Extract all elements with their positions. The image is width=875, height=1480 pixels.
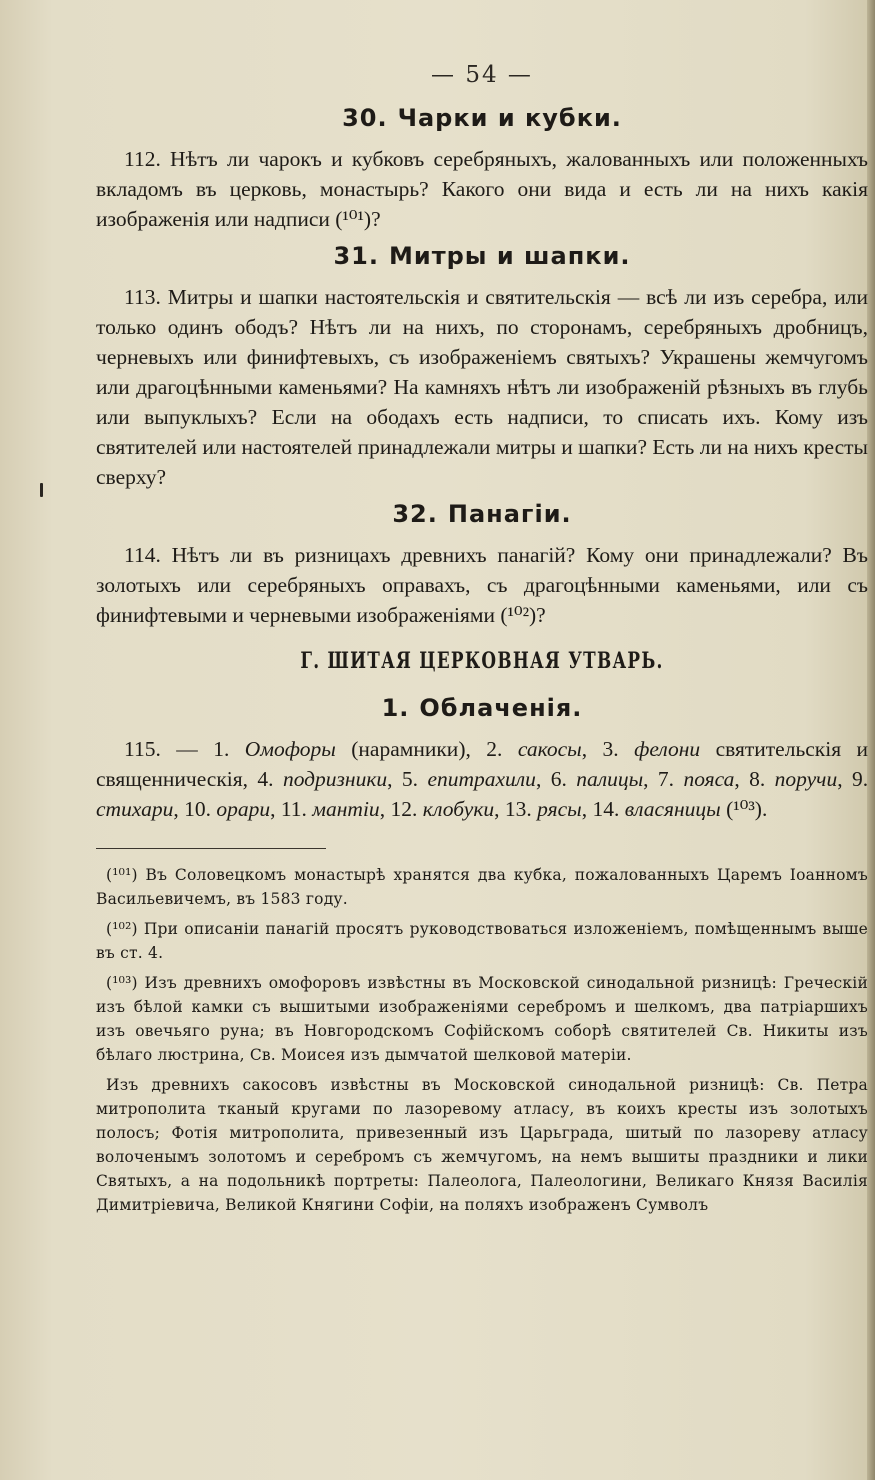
section-title: Панагіи. (447, 500, 572, 528)
vestment-name: рясы (537, 797, 582, 821)
vestment-name: фелони (634, 737, 701, 761)
vestment-name: подризники (282, 767, 388, 791)
vestment-name: епитрахили (427, 767, 536, 791)
item-number: 7. (657, 767, 684, 791)
vestment-name: власяницы (624, 797, 721, 821)
section-number: 32. (392, 500, 438, 528)
chapter-heading: Г. ШИТАЯ ЦЕРКОВНАЯ УТВАРЬ. (300, 648, 664, 674)
item-extra: святительскія и священническія, (96, 737, 869, 791)
item-extra: , (379, 797, 391, 821)
item-extra: , (270, 797, 281, 821)
item-extra: , (387, 767, 402, 791)
item-extra: , (535, 767, 551, 791)
section-heading-31 (96, 242, 868, 270)
footnote-103-continued: Изъ древнихъ сакосовъ извѣстны въ Московской синодальной ризницѣ: Св. Петра митрополита тканый кругами по лазоревому атласу, въ коихъ кресты изъ золотыхъ полосъ; Фотія митрополита, привезенный изъ Царьграда, шитый по лазореву атласу волоченымъ золотомъ и серебромъ съ жемчугомъ, на немъ вышиты праздники и лики Святыхъ, а на подольникѣ портреты: Палеолога, Палеологини, Великаго Князя Василія Димитріевича, Великой Княгини Софіи, на поляхъ изображенъ Сумволъ (96, 1076, 868, 1214)
item-extra: , (581, 797, 593, 821)
item-number: 5. (401, 767, 428, 791)
vestment-name: стихари (96, 797, 174, 821)
item-number: 13. (504, 797, 538, 821)
item-number: 3. (602, 737, 635, 761)
item-number: 1. (213, 737, 245, 761)
item-number: 4. (257, 767, 283, 791)
page-edge-shadow (867, 0, 875, 1480)
section-number: 30. (342, 104, 388, 132)
section-heading-oblachenia (96, 694, 868, 722)
item-extra: , (581, 737, 603, 761)
section-heading-30 (96, 104, 868, 132)
paragraph-112: 112. Нѣтъ ли чарокъ и кубковъ серебряныхъ, жалованныхъ или положенныхъ вкладомъ въ церковь, монастырь? Какого они вида и есть ли на нихъ какія изображенія или надписи (¹⁰¹)? (96, 147, 868, 231)
item-number: 2. (486, 737, 518, 761)
paragraph-number: 115. — (124, 737, 214, 761)
section-number: 1. (381, 694, 410, 722)
paragraph-114: 114. Нѣтъ ли въ ризницахъ древнихъ панагій? Кому они принадлежали? Въ золотыхъ или серебряныхъ оправахъ, съ драгоцѣнными каменьями, или съ финифтевыми и черневыми изображеніями (¹⁰²)? (96, 543, 868, 627)
item-extra: , (734, 767, 750, 791)
vestment-name: пояса (683, 767, 735, 791)
item-number: 12. (390, 797, 423, 821)
item-extra: , (173, 797, 185, 821)
item-number: 11. (280, 797, 313, 821)
item-extra: , (837, 767, 852, 791)
vestment-name: Омофоры (244, 737, 336, 761)
item-extra: (нарамники), (335, 737, 487, 761)
vestment-name: сакосы (517, 737, 582, 761)
paragraph-113: 113. Митры и шапки настоятельскія и святительскія — всѣ ли изъ серебра, или только одинъ ободъ? Нѣтъ ли на нихъ, по сторонамъ, серебряныхъ дробницъ, черневыхъ или финифтевыхъ, съ изображеніемъ святыхъ? Украшены жемчугомъ или драгоцѣнными каменьями? На камняхъ нѣтъ ли изображеній рѣзныхъ въ глубь или выпуклыхъ? Если на ободахъ есть надписи, то списать ихъ. Кому изъ святителей или настоятелей принадлежали митры и шапки? Есть ли на нихъ кресты сверху? (96, 285, 868, 489)
item-number: 8. (749, 767, 775, 791)
section-number: 31. (333, 242, 379, 270)
footnote-102: (¹⁰²) При описаніи панагій просятъ руководствоваться изложеніемъ, помѣщеннымъ выше въ ст. 4. (96, 920, 868, 962)
item-extra: (¹⁰³). (720, 797, 768, 821)
margin-mark (40, 483, 43, 497)
vestment-name: орари (216, 797, 271, 821)
vestment-name: поручи (774, 767, 838, 791)
page-content (96, 62, 868, 1223)
section-title: Митры и шапки. (389, 242, 631, 270)
footnote-101: (¹⁰¹) Въ Соловецкомъ монастырѣ хранятся два кубка, пожалованныхъ Царемъ Іоанномъ Васильевичемъ, въ 1583 году. (96, 866, 868, 908)
item-extra: , (643, 767, 658, 791)
footnote-103: (¹⁰³) Изъ древнихъ омофоровъ извѣстны въ Московской синодальной ризницѣ: Греческій изъ бѣлой камки съ вышитыми изображеніями серебромъ и шелкомъ, два патріаршихъ изъ овечьяго руна; въ Новгородскомъ Софійскомъ соборѣ святителей Св. Никиты изъ бѣлаго люстрина, Св. Моисея изъ дымчатой шелковой матеріи. (96, 974, 868, 1064)
section-title: Чарки и кубки. (397, 104, 622, 132)
page-number: — 54 — (431, 62, 533, 88)
vestment-name: клобуки (422, 797, 495, 821)
item-extra: , (494, 797, 505, 821)
paragraph-115 (96, 734, 868, 824)
item-number: 14. (592, 797, 625, 821)
vestment-name: мантіи (312, 797, 380, 821)
item-number: 10. (184, 797, 217, 821)
item-number: 6. (550, 767, 577, 791)
footnote-divider (96, 848, 326, 849)
section-title: Облаченія. (419, 694, 583, 722)
section-heading-32 (96, 500, 868, 528)
item-number: 9. (851, 767, 869, 791)
vestment-name: палицы (576, 767, 644, 791)
